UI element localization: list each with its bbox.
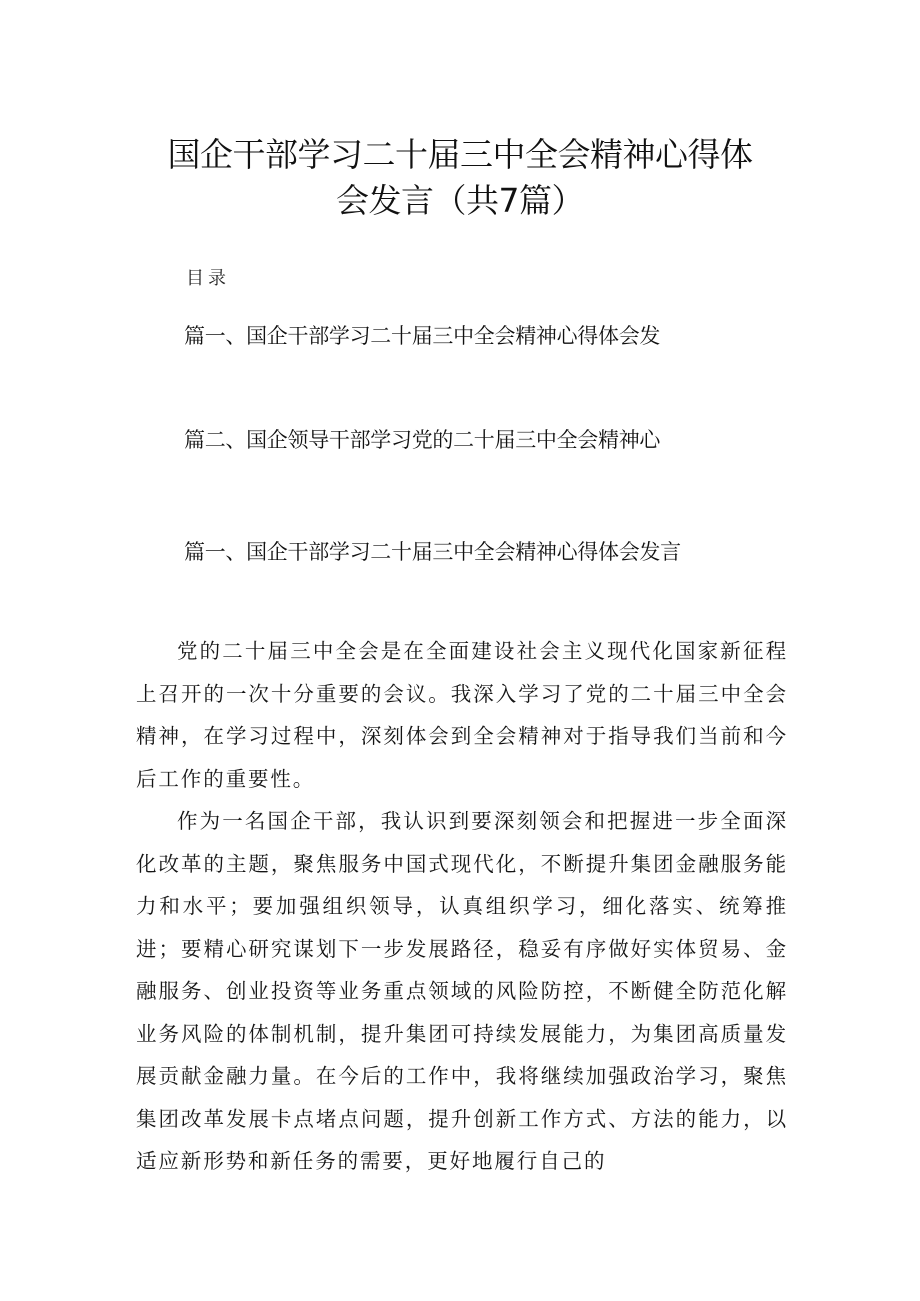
paragraph: 党的二十届三中全会是在全面建设社会主义现代化国家新征程上召开的一次十分重要的会议。我深入学习了党的二十届三中全会精神，在学习过程中，深刻体会到全会精神对于指导我们当前和今后工作的重要性。 [136,639,788,791]
section-heading: 篇一、国企干部学习二十届三中全会精神心得体会发言 [184,540,681,564]
toc-item[interactable]: 篇二、国企领导干部学习党的二十届三中全会精神心 [184,428,661,452]
title-line-2: 会发言（共7篇） [336,181,584,220]
toc-label: 目录 [186,268,230,289]
title-line-1: 国企干部学习二十届三中全会精神心得体 [167,135,753,174]
toc-item[interactable]: 篇一、国企干部学习二十届三中全会精神心得体会发 [184,324,661,348]
body-text [136,630,788,1183]
document-title [150,132,770,224]
paragraph: 作为一名国企干部，我认识到要深刻领会和把握进一步全面深化改革的主题，聚焦服务中国式现代化，不断提升集团金融服务能力和水平；要加强组织领导，认真组织学习，细化落实、统筹推进；要精心研究谋划下一步发展路径，稳妥有序做好实体贸易、金融服务、创业投资等业务重点领域的风险防控，不断健全防范化解业务风险的体制机制，提升集团可持续发展能力，为集团高质量发展贡献金融力量。在今后的工作中，我将继续加强政治学习，聚焦集团改革发展卡点堵点问题，提升创新工作方式、方法的能力，以适应新形势和新任务的需要，更好地履行自己的 [136,809,788,1173]
